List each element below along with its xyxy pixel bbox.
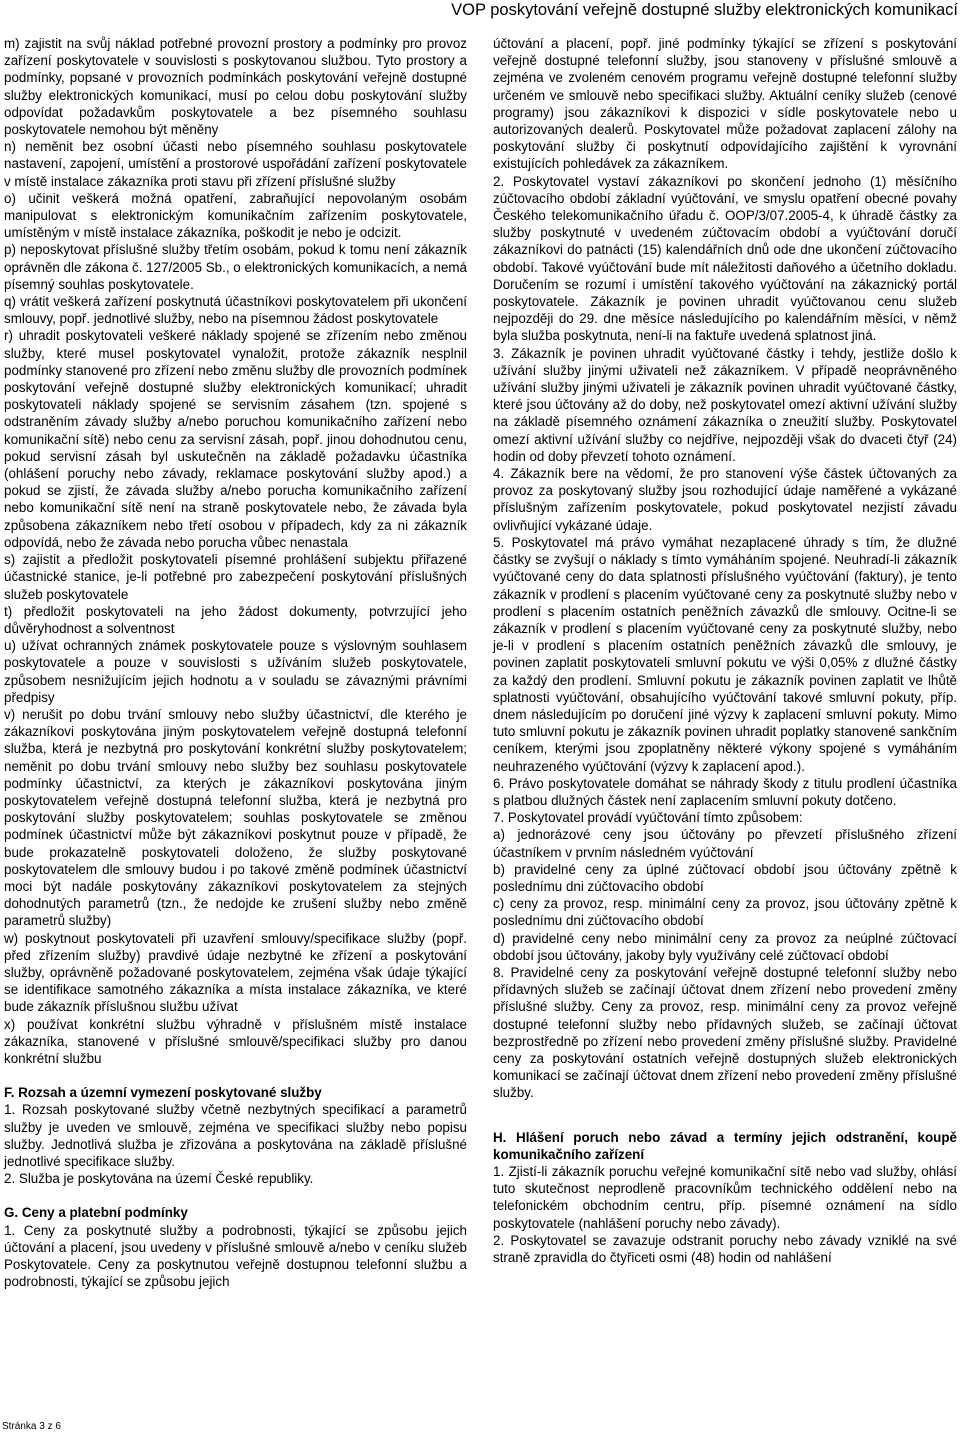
- paragraph: t) předložit poskytovateli na jeho žádost dokumenty, potvrzující jeho důvěryhodnost a solventnost: [4, 603, 467, 636]
- left-column: [4, 35, 467, 1290]
- paragraph: 3. Zákazník je povinen uhradit vyúčtované částky i tehdy, jestliže došlo k užívání služby jinými uživateli než zákazníkem. V případě neoprávněného užívání služby jinými uživateli je zákazník povinen uhradit vyúčtované částky, které jsou účtovány až do doby, než poskytovatel omezí aktivní užívání služby na základě písemného oznámení zákazníka o zneužití služby. Poskytovatel omezí aktivní užívání služby co nejdříve, nejpozději však do dvaceti čtyř (24) hodin od doby převzetí tohoto oznámení.: [493, 345, 957, 464]
- paragraph: d) pravidelné ceny nebo minimální ceny za provoz za neúplné zúčtovací období jsou účtovány, jakoby byly využívány celé zúčtovací období: [493, 930, 957, 963]
- paragraph: u) užívat ochranných známek poskytovatele pouze s výslovným souhlasem poskytovatele a pouze v souvislosti s užíváním služeb poskytovatele, způsobem nesnižujícím jejich hodnotu a v souladu se závaznými právními předpisy: [4, 638, 467, 705]
- paragraph: s) zajistit a předložit poskytovateli písemné prohlášení subjektu přiřazené účastnické stanice, je-li potřebné pro zabezpečení poskytování příslušných služeb poskytovatele: [4, 552, 467, 602]
- paragraph: a) jednorázové ceny jsou účtovány po převzetí příslušného zřízení účastníkem v prvním následném vyúčtování: [493, 827, 957, 860]
- paragraph: 7. Poskytovatel provádí vyúčtování tímto způsobem:: [493, 810, 803, 826]
- paragraph: r) uhradit poskytovateli veškeré náklady spojené se zřízením nebo změnou služby, které musel poskytovatel vynaložit, protože zákazník nesplnil podmínky stanovené pro zřízení nebo změnu služby dle provozních podmínek poskytování veřejně dostupné služby elektronických komunikací; uhradit poskytovateli náklady spojené se servisním zásahem (tzn. spojené s odstraněním závady služby a/nebo poruchou komunikačního zařízení nebo komunikační sítě) nebo cenu za servisní zásah, popř. jinou dohodnutou cenu, pokud servisní zásah byl uskutečněn na základě požadavku účastníka (ohlášení poruchy nebo závady, reklamace poskytování služby apod.) a pokud se zjistí, že závada služby a/nebo porucha komunikačního zařízení nebo komunikační sítě není na straně poskytovatele nebo, že závada byla způsobena zákazníkem nebo třetí osobou v případech, kdy za ni zákazník odpovídá, nebo že závada nebo porucha vůbec nenastala: [4, 328, 467, 550]
- paragraph: 1. Zjistí-li zákazník poruchu veřejné komunikační sítě nebo vad služby, ohlásí tuto skutečnost neprodleně pracovníkům technického oddělení nebo na telefonickém obchodním centru, příp. písemné oznámení na sídlo poskytovatele (nahlášení poruchy nebo závady).: [493, 1164, 957, 1231]
- right-column: [493, 35, 957, 1266]
- paragraph: 5. Poskytovatel má právo vymáhat nezaplacené úhrady s tím, že dlužné částky se zvyšují o náklady s tímto vymáháním spojené. Neuhradí-li zákazník vyúčtované ceny do data splatnosti příslušného vyúčtování (faktury), je tento zákazník v prodlení s placením vyúčtované ceny za poskytnuté služby nebo v prodlení s placením ostatních peněžních závazků dle smlouvy. Ocitne-li se zákazník v prodlení s placením vyúčtované ceny za poskytnuté služby, nebo je-li v prodlení s placením ostatních peněžních závazků dle smlouvy, je povinen zaplatit poskytovateli smluvní pokutu ve výši 0,05% z dlužné částky za každý den prodlení. Smluvní pokutu je zákazník povinen zaplatit ve lhůtě splatnosti vyúčtování, obsahujícího vyúčtování takové smluvní pokuty, příp. dnem následujícím po doručení jiné výzvy k zaplacení smluvní pokuty. Mimo tuto smluvní pokutu je zákazník povinen uhradit poplatky stanovené sankčním ceníkem, kterými jsou zpoplatněny některé výkony spojené s vymáháním neuhrazeného vyúčtování (výzvy k zaplacení apod.).: [493, 534, 957, 774]
- paragraph: 6. Právo poskytovatele domáhat se náhrady škody z titulu prodlení účastníka s platbou dlužných částek není zaplacením smluvní pokuty dotčeno.: [493, 775, 957, 808]
- paragraph: 2. Poskytovatel vystaví zákazníkovi po skončení jednoho (1) měsíčního zúčtovacího období základní vyúčtování, ve smyslu opatření obecné povahy Českého telekomunikačního úřadu č. OOP/3/07.2005-4, k úhradě částky za služby poskytnuté v uvedeném zúčtovacím období a vyúčtování doručí zákazníkovi do patnácti (15) kalendářních dnů ode dne ukončení zúčtovacího období. Takové vyúčtování bude mít náležitosti daňového a účetního dokladu. Doručením se rozumí i umístění takového vyúčtování na zákaznický portál poskytovatele. Zákazník je povinen uhradit vyúčtovanou cenu služeb nejpozději do 29. dne měsíce následujícího po kalendářním měsíci, v němž byla služba poskytnuta, není-li na faktuře uvedená splatnost jiná.: [493, 173, 957, 344]
- section-g-heading: G. Ceny a platební podmínky: [4, 1205, 188, 1221]
- paragraph: v) nerušit po dobu trvání smlouvy nebo služby účastnictví, dle kterého je zákazníkovi poskytována jiným poskytovatelem veřejně dostupná telefonní služba, která je nezbytná pro poskytování konkrétní služby poskytovatelem; neměnit po dobu trvání smlouvy nebo služby bez souhlasu poskytovatele podmínky účastnictví, za kterých je zákazníkovi poskytována jiným poskytovatelem veřejně dostupná telefonní služba, která je nezbytná pro poskytování služby poskytovatelem; souhlas poskytovatele se změnou podmínek účastnictví může být zákazníkovi poskytnut pouze v případě, že bude prokazatelně poskytovateli doloženo, že služby poskytované poskytovatelem dle smlouvy budou i po takové změně podmínek účastnictví moci být nadále poskytovány zákazníkovi poskytovatelem za stejných dohodnutých parametrů (tzn., že nedojde ke zrušení služby nebo změně parametrů služby): [4, 706, 467, 929]
- paragraph: 8. Pravidelné ceny za poskytování veřejně dostupné telefonní služby nebo přídavných služeb se začínají účtovat dnem zřízení nebo provedení změny příslušné služby. Ceny za provoz, resp. minimální ceny za provoz veřejně dostupné telefonní služby nebo přídavných služeb, se začínají účtovat bezprostředně po zřízení nebo provedení změny příslušné služby. Pravidelné ceny za poskytování ostatních veřejně dostupných služeb elektronických komunikací se začínají účtovat dnem zřízení nebo provedení změny příslušné služby.: [493, 964, 957, 1101]
- section-f-heading: F. Rozsah a územní vymezení poskytované služby: [4, 1085, 322, 1101]
- paragraph: b) pravidelné ceny za úplné zúčtovací období jsou účtovány zpětně k poslednímu dni zúčtovacího období: [493, 861, 957, 894]
- paragraph: 2. Služba je poskytována na území České republiky.: [4, 1171, 314, 1187]
- paragraph: c) ceny za provoz, resp. minimální ceny za provoz, jsou účtovány zpětně k poslednímu dni zúčtovacího období: [493, 896, 957, 929]
- paragraph: o) učinit veškerá možná opatření, zabraňující nepovolaným osobám manipulovat s elektronickým komunikačním zařízením poskytovatele, umístěným v místě instalace zákazníka, poškodit je nebo je odcizit.: [4, 190, 467, 241]
- paragraph: m) zajistit na svůj náklad potřebné provozní prostory a podmínky pro provoz zařízení poskytovatele v souvislosti s poskytovanou službou. Tyto prostory a podmínky, popsané v provozních podmínkách poskytování veřejně dostupné služby elektronických komunikací, musí po celou dobu poskytování služby odpovídat požadavkům poskytovatele a bez písemného souhlasu poskytovatele nemohou být měněny: [4, 36, 467, 138]
- paragraph: n) neměnit bez osobní účasti nebo písemného souhlasu poskytovatele nastavení, zapojení, umístění a prostorové uspořádání zařízení poskytovatele v místě instalace zákazníka proti stavu při zřízení příslušné služby: [4, 139, 467, 189]
- paragraph: x) používat konkrétní službu výhradně v příslušném místě instalace zákazníka, stanovené v příslušné smlouvě/specifikaci služby pro danou konkrétní službu: [4, 1016, 467, 1066]
- paragraph: účtování a placení, popř. jiné podmínky týkající se zřízení s poskytování veřejně dostupné telefonní služby, jsou stanoveny v příslušné smlouvě a zejména ve zvoleném cenovém programu veřejně dostupné telefonní služby určeném ve smlouvě nebo specifikaci služby. Aktuální ceníky služeb (cenové programy) jsou zákazníkovi k dispozici v sídle poskytovatele nebo u autorizovaných dealerů. Poskytovatel může požadovat zaplacení zálohy na poskytování služby či poskytnutí odpovídajícího zajištění k vyrovnání existujících pohledávek za zákazníkem.: [493, 36, 957, 172]
- paragraph: p) neposkytovat příslušné služby třetím osobám, pokud k tomu není zákazník oprávněn dle zákona č. 127/2005 Sb., o elektronických komunikacích, a nemá písemný souhlas poskytovatele.: [4, 242, 467, 292]
- section-h-heading: H. Hlášení poruch nebo závad a termíny jejich odstranění, koupě komunikačního zařízení: [493, 1129, 957, 1162]
- paragraph: 1. Ceny za poskytnuté služby a podrobnosti, týkající se způsobu jejich účtování a placení, jsou uvedeny v příslušné smlouvě a/nebo v ceníku služeb Poskytovatele. Ceny za poskytnutou veřejně dostupnou telefonní službu a podrobnosti, týkající se způsobu jejich: [4, 1222, 467, 1290]
- paragraph: 4. Zákazník bere na vědomí, že pro stanovení výše částek účtovaných za provoz za poskytovaný služby jsou rozhodující údaje naměřené a vykázané příslušným zařízením poskytovatele, pokud poskytovatel nezjistí závadu ovlivňující vykázané údaje.: [493, 466, 957, 533]
- paragraph: q) vrátit veškerá zařízení poskytnutá účastníkovi poskytovatelem při ukončení smlouvy, popř. jednotlivé služby, nebo na písemnou žádost poskytovatele: [4, 294, 467, 327]
- page-number: Stránka 3 z 6: [2, 1421, 61, 1432]
- document-header-title: VOP poskytování veřejně dostupné služby elektronických komunikací: [451, 1, 958, 19]
- paragraph: 2. Poskytovatel se zavazuje odstranit poruchy nebo závady vzniklé na své straně zpravidla do čtyřiceti osmi (48) hodin od nahlášení: [493, 1232, 957, 1266]
- paragraph: w) poskytnout poskytovateli při uzavření smlouvy/specifikace služby (popř. před zřízením služby) pravdivé údaje nezbytné ke zřízení a poskytování služby, oprávněně požadované poskytovatelem, zejména však údaje týkající se identifikace samotného zákazníka a místa instalace zákazníka, ve které bude zákazník příslušnou službu užívat: [4, 930, 467, 1015]
- paragraph: 1. Rozsah poskytované služby včetně nezbytných specifikací a parametrů služby je uveden ve smlouvě, zejména ve specifikaci služby nebo popisu služby. Jednotlivá služba je zřizována a poskytována na základě příslušné jednotlivé specifikace služby.: [4, 1102, 467, 1169]
